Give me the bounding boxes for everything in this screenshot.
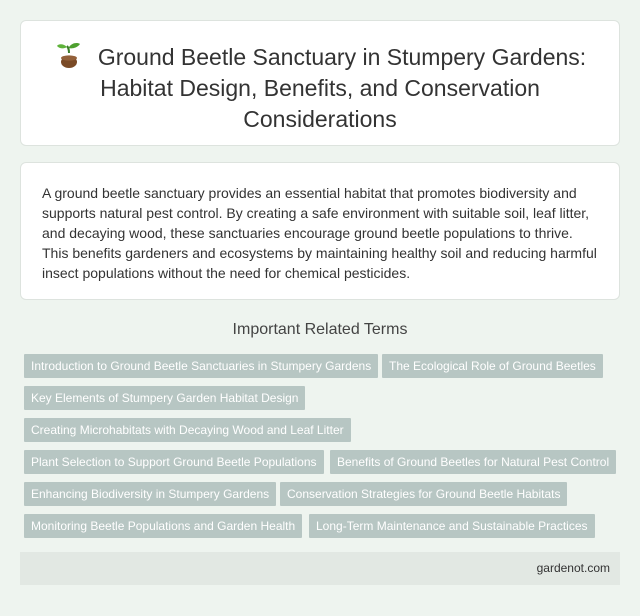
footer-site-link[interactable]: gardenot.com bbox=[536, 561, 610, 575]
page-title: Ground Beetle Sanctuary in Stumpery Gardens: Habitat Design, Benefits, and Conservation Considerations bbox=[97, 44, 587, 132]
footer bbox=[20, 552, 620, 585]
title-card bbox=[20, 20, 620, 146]
intro-card bbox=[20, 162, 620, 300]
sprout-icon bbox=[54, 41, 84, 69]
term-tag[interactable]: Plant Selection to Support Ground Beetle Populations bbox=[24, 450, 324, 474]
term-tag[interactable]: Enhancing Biodiversity in Stumpery Gardens bbox=[24, 482, 276, 506]
related-terms-heading: Important Related Terms bbox=[232, 321, 408, 338]
term-tag[interactable]: Conservation Strategies for Ground Beetle Habitats bbox=[280, 482, 567, 506]
term-tag[interactable]: Creating Microhabitats with Decaying Wood and Leaf Litter bbox=[24, 418, 351, 442]
term-tag[interactable]: Introduction to Ground Beetle Sanctuaries in Stumpery Gardens bbox=[24, 354, 378, 378]
term-tag[interactable]: Key Elements of Stumpery Garden Habitat Design bbox=[24, 386, 305, 410]
term-tag[interactable]: Monitoring Beetle Populations and Garden Health bbox=[24, 514, 302, 538]
term-tag[interactable]: The Ecological Role of Ground Beetles bbox=[382, 354, 603, 378]
page-title-container bbox=[41, 41, 599, 135]
term-tag[interactable]: Benefits of Ground Beetles for Natural Pest Control bbox=[330, 450, 616, 474]
term-tag[interactable]: Long-Term Maintenance and Sustainable Practices bbox=[309, 514, 595, 538]
intro-paragraph: A ground beetle sanctuary provides an essential habitat that promotes biodiversity and supports natural pest control. By creating a safe environment with suitable soil, leaf litter, and decaying wood, these sanctuaries encourage ground beetle populations to thrive. This benefits gardeners and ecosystems by maintaining healthy soil and reducing harmful insect populations without the need for chemical pesticides. bbox=[42, 185, 597, 281]
